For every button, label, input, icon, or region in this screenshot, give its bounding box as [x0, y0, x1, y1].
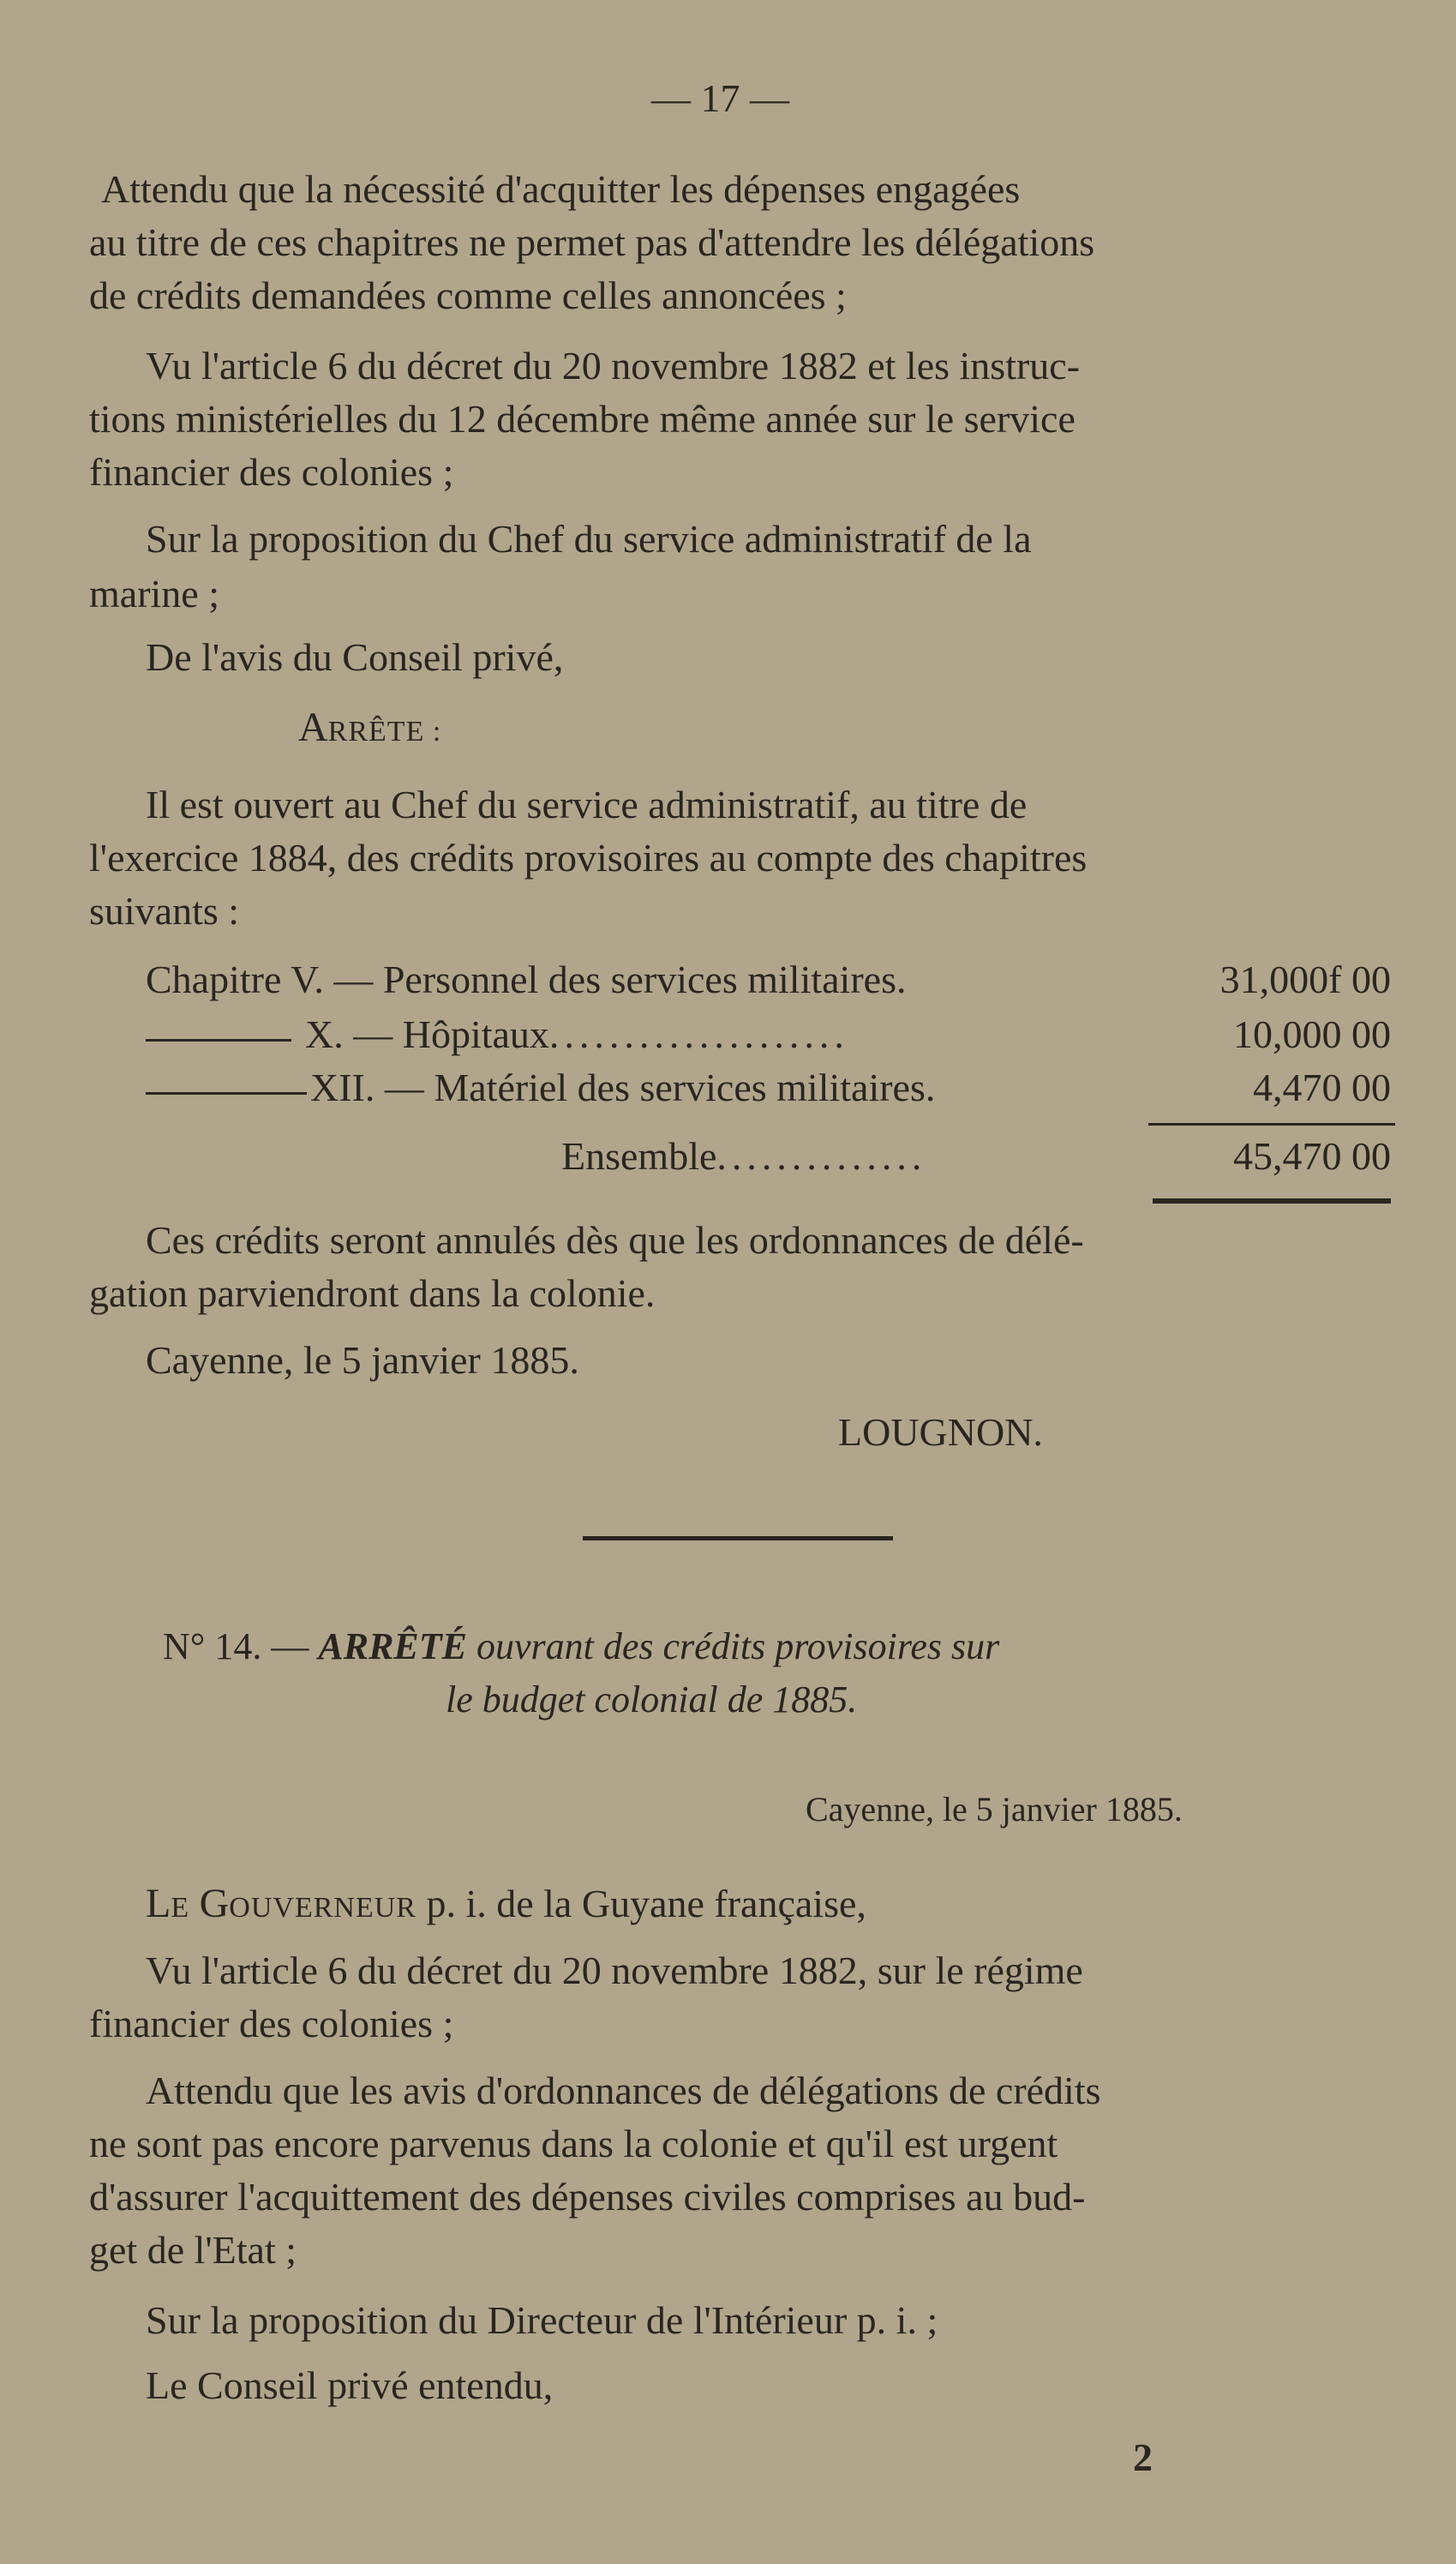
decree-title-line2: le budget colonial de 1885. [446, 1678, 858, 1720]
text-line: au titre de ces chapitres ne permet pas d'attendre les délégations [89, 220, 1095, 264]
text-line: Sur la proposition du Chef du service administratif de la [146, 517, 1032, 561]
table-row-label: Chapitre V. — Personnel des services militaires. [146, 958, 907, 1001]
section-separator [583, 1536, 893, 1540]
text-line: Le Conseil privé entendu, [146, 2363, 554, 2407]
text-line: de crédits demandées comme celles annoncées ; [89, 273, 847, 317]
date-line: Cayenne, le 5 janvier 1885. [806, 1790, 1183, 1828]
governor-line: LE GOUVERNEUR p. i. de la Guyane française, [146, 1881, 866, 1926]
table-row-label: X. — Hôpitaux.................... [305, 1012, 849, 1056]
ditto-rule [146, 1092, 307, 1095]
text-line: l'exercice 1884, des crédits provisoires au compte des chapitres [89, 836, 1088, 880]
text-line: Ces crédits seront annulés dès que les ordonnances de délé- [146, 1218, 1084, 1262]
decree-heading: ARRÊTE : [298, 705, 442, 750]
total-label: Ensemble.............. [561, 1134, 927, 1178]
text-line: Il est ouvert au Chef du service administratif, au titre de [146, 783, 1028, 826]
table-row-amount: 4,470 00 [1253, 1066, 1391, 1109]
text-line: tions ministérielles du 12 décembre même année sur le service [89, 397, 1076, 441]
text-line: d'assurer l'acquittement des dépenses civiles comprises au bud- [89, 2175, 1086, 2219]
page-number: — 17 — [651, 76, 789, 120]
signature: LOUGNON. [838, 1410, 1043, 1454]
text-line: De l'avis du Conseil privé, [146, 635, 564, 679]
total-amount: 45,470 00 [1233, 1134, 1391, 1178]
text-line: gation parviendront dans la colonie. [89, 1271, 656, 1315]
text-line: financier des colonies ; [89, 450, 454, 494]
total-underline [1153, 1198, 1391, 1204]
text-line: Sur la proposition du Directeur de l'Intérieur p. i. ; [146, 2298, 938, 2342]
text-line: Vu l'article 6 du décret du 20 novembre 1882 et les instruc- [146, 344, 1081, 387]
text-line: marine ; [89, 572, 219, 615]
text-line: suivants : [89, 889, 240, 933]
date-line: Cayenne, le 5 janvier 1885. [146, 1338, 579, 1382]
text-line: Attendu que la nécessité d'acquitter les dépenses engagées [101, 167, 1021, 211]
text-line: Vu l'article 6 du décret du 20 novembre 1882, sur le régime [146, 1949, 1083, 1992]
table-row-amount: 31,000f 00 [1219, 958, 1391, 1001]
table-row-label: XII. — Matériel des services militaires. [310, 1066, 936, 1109]
signature-mark: 2 [1133, 2435, 1153, 2479]
text-line: Attendu que les avis d'ordonnances de délégations de crédits [146, 2069, 1101, 2112]
text-line: get de l'Etat ; [89, 2228, 297, 2272]
total-rule [1148, 1123, 1395, 1126]
ditto-rule [146, 1039, 291, 1042]
text-line: financier des colonies ; [89, 2002, 454, 2045]
text-line: ne sont pas encore parvenus dans la colonie et qu'il est urgent [89, 2122, 1058, 2165]
decree-title: N° 14. — ARRÊTÉ ouvrant des crédits provisoires sur [163, 1625, 1000, 1667]
table-row-amount: 10,000 00 [1233, 1012, 1391, 1056]
